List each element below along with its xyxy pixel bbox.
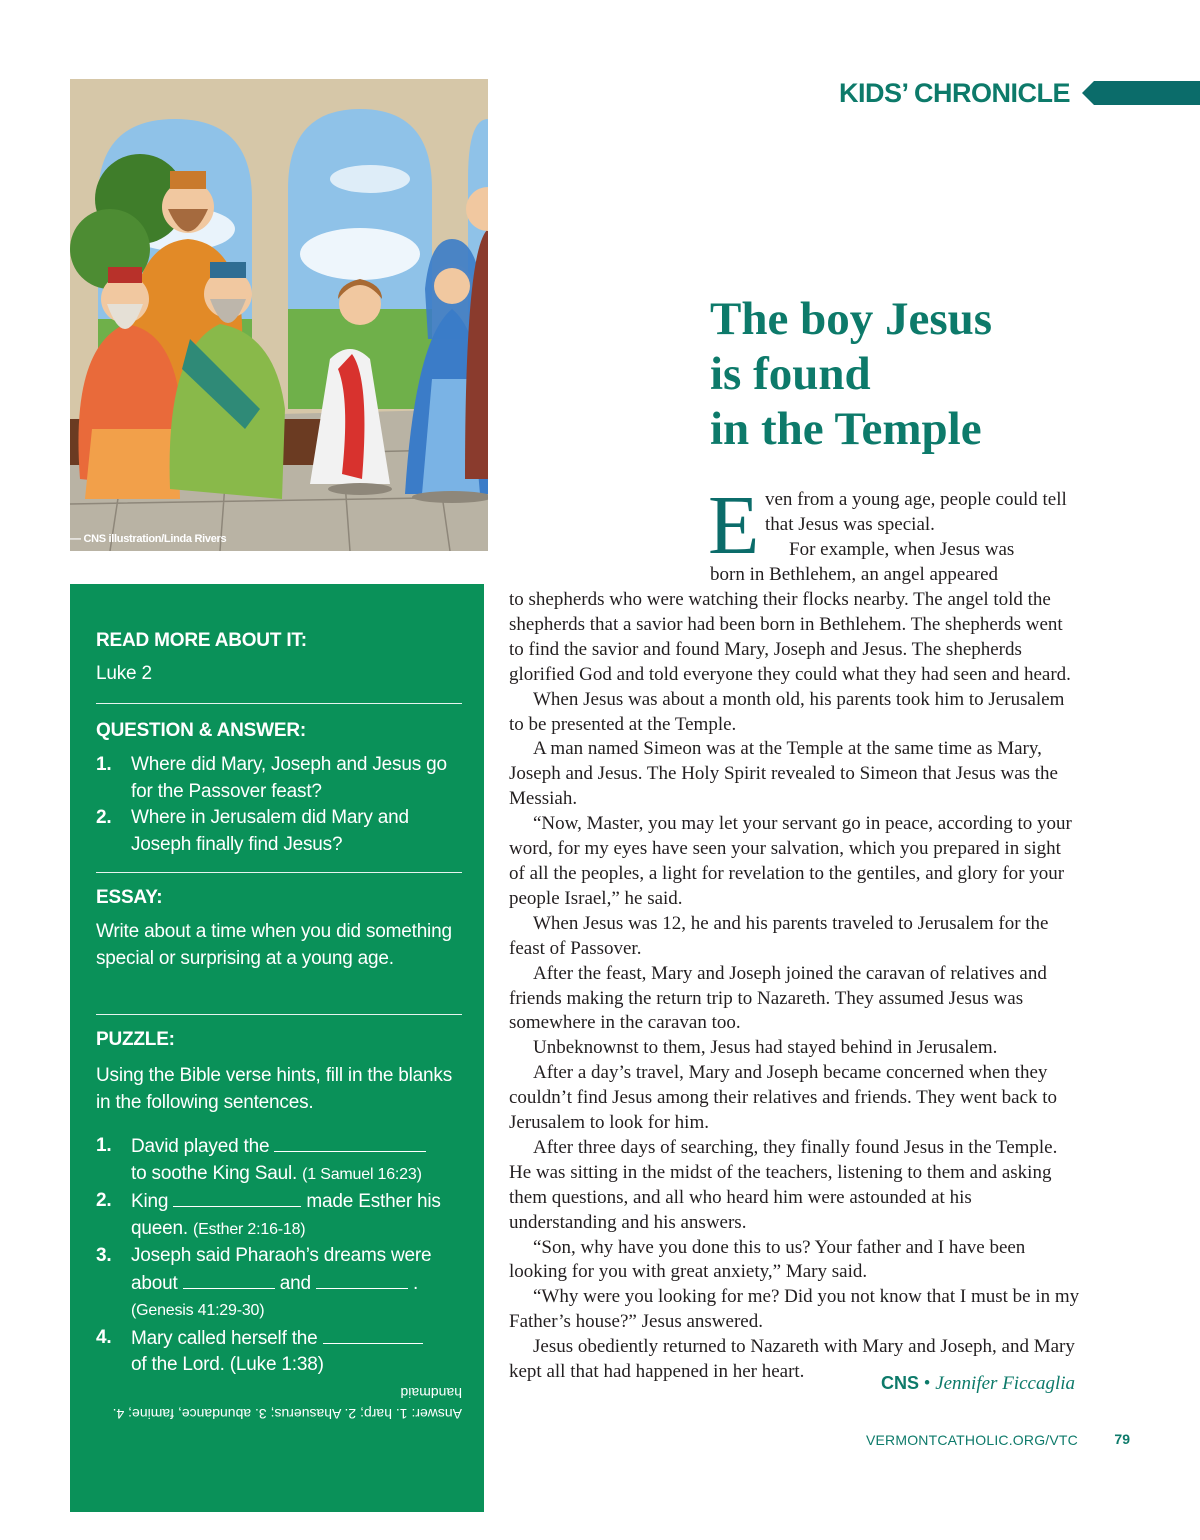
article-paragraph: When Jesus was about a month old, his parents took him to Jerusalem to be presented at the Temple. — [509, 688, 1065, 735]
article-paragraph: born in Bethlehem, an angel appeared — [710, 564, 999, 585]
item-number: 3. — [96, 1245, 112, 1266]
puzzle-text: made Esther his queen. — [131, 1191, 441, 1239]
puzzle-text: and — [279, 1272, 311, 1294]
qa-heading: QUESTION & ANSWER: — [96, 720, 306, 741]
puzzle-text: of the Lord. (Luke 1:38) — [131, 1354, 324, 1375]
qa-list — [96, 752, 462, 858]
item-number: 2. — [96, 807, 112, 828]
scripture-ref: (Genesis 41:29-30) — [131, 1302, 265, 1319]
item-number: 1. — [96, 1135, 112, 1156]
puzzle-text: Joseph said Pharaoh’s dreams were about — [131, 1245, 432, 1294]
byline — [881, 1373, 1075, 1395]
article-intro-cont — [710, 563, 1110, 588]
read-more-section — [96, 630, 462, 688]
puzzle-text: Mary called herself the — [131, 1327, 318, 1349]
essay-text: Write about a time when you did something special or surprising at a young age. — [96, 921, 452, 969]
drop-cap: E — [708, 479, 760, 572]
essay-section — [96, 887, 462, 972]
article-paragraph: to shepherds who were watching their flocks nearby. The angel told the shepherds that a savior had been born in Bethlehem. The shepherds went to find the savior and found Mary, Joseph and Jesus. The shepherds glorified God and told everyone they could what they had seen and heard. — [509, 589, 1071, 685]
puzzle-text: David played the — [131, 1136, 270, 1157]
article-paragraph: After three days of searching, they finally found Jesus in the Temple. He was sitting in the midst of the teachers, listening to them and asking them questions, and all who heard him were astounded at his understanding and his answers. — [509, 1136, 1058, 1233]
page-number: 79 — [1114, 1431, 1130, 1447]
list-item — [96, 1133, 462, 1188]
article-paragraph: “Why were you looking for me? Did you not know that I must be in my Father’s house?” Jesus answered. — [509, 1286, 1080, 1333]
read-more-heading: READ MORE ABOUT IT: — [96, 630, 307, 651]
article-paragraph: “Now, Master, you may let your servant go in peace, according to your word, for my eyes have seen your salvation, which you prepared in sight of all the peoples, a light for revelation to the gentiles, and glory for your people Israel,” he said. — [509, 813, 1072, 909]
byline-org: CNS — [881, 1373, 920, 1393]
question-text: Where in Jerusalem did Mary and Joseph finally find Jesus? — [131, 807, 409, 855]
puzzle-body — [96, 1063, 462, 1379]
puzzle-list — [96, 1133, 462, 1379]
read-more-text: Luke 2 — [96, 663, 152, 684]
list-item — [96, 805, 462, 858]
divider — [96, 1014, 462, 1015]
puzzle-text: to soothe King Saul. — [131, 1162, 298, 1184]
qa-section — [96, 720, 462, 858]
puzzle-section — [96, 1029, 462, 1051]
title-line: The boy Jesus — [710, 293, 993, 345]
article-paragraph: For example, when Jesus was — [789, 538, 1015, 560]
image-credit: — CNS illustration/Linda Rivers — [70, 533, 227, 545]
article-paragraph: Jesus obediently returned to Nazareth with Mary and Joseph, and Mary kept all that had happened in her heart. — [509, 1336, 1075, 1383]
article-paragraph: A man named Simeon was at the Temple at the same time as Mary, Joseph and Jesus. The Holy Spirit revealed to Simeon that Jesus was the Messiah. — [509, 738, 1058, 810]
item-number: 2. — [96, 1190, 112, 1211]
byline-author: Jennifer Ficcaglia — [935, 1373, 1075, 1394]
answer-blank[interactable] — [274, 1133, 426, 1152]
question-text: Where did Mary, Joseph and Jesus go for the Passover feast? — [131, 754, 447, 802]
activity-sidebar — [70, 584, 484, 1112]
item-number: 1. — [96, 754, 112, 775]
answer-blank[interactable] — [316, 1270, 408, 1289]
puzzle-heading: PUZZLE: — [96, 1029, 175, 1050]
scripture-ref: (Esther 2:16-18) — [193, 1220, 306, 1238]
answer-blank[interactable] — [323, 1325, 423, 1344]
article-paragraph: When Jesus was 12, he and his parents traveled to Jerusalem for the feast of Passover. — [509, 912, 1049, 959]
puzzle-text: King — [131, 1191, 169, 1212]
article-paragraph: After a day’s travel, Mary and Joseph became concerned when they couldn’t find Jesus among their relatives and friends. They went back to Jerusalem to look for him. — [509, 1062, 1058, 1134]
divider — [96, 872, 462, 873]
scripture-ref: (1 Samuel 16:23) — [302, 1165, 422, 1183]
puzzle-text: . — [413, 1272, 419, 1294]
answer-blank[interactable] — [183, 1270, 275, 1289]
list-item — [96, 1243, 462, 1325]
title-line: is found — [710, 348, 871, 400]
list-item — [96, 1188, 462, 1243]
list-item — [96, 752, 462, 805]
section-header — [839, 76, 1200, 110]
article-paragraph: Unbeknownst to them, Jesus had stayed behind in Jerusalem. — [533, 1037, 998, 1059]
article-title — [710, 292, 1150, 457]
article-body — [509, 588, 1081, 1385]
article-paragraph: ven from a young age, people could tell that Jesus was special. — [765, 489, 1067, 535]
article-paragraph: “Son, why have you done this to us? Your father and I have been looking for you with great anxiety,” Mary said. — [509, 1236, 1026, 1283]
upside-down-answer: Answer: 1. harp; 2. Ahasuerus; 3. abundance, famine; 4. handmaid — [112, 1385, 462, 1422]
article-paragraph: After the feast, Mary and Joseph joined the caravan of relatives and friends making the return trip to Nazareth. They assumed Jesus was somewhere in the caravan too. — [509, 962, 1047, 1034]
temple-illustration — [70, 79, 488, 551]
divider — [96, 703, 462, 704]
list-item — [96, 1325, 462, 1379]
section-label: KIDS’ CHRONICLE — [838, 77, 1070, 108]
answer-blank[interactable] — [173, 1188, 301, 1207]
puzzle-intro: Using the Bible verse hints, fill in the blanks in the following sentences. — [96, 1065, 453, 1113]
item-number: 4. — [96, 1326, 112, 1348]
section-tab-marker — [1082, 81, 1200, 105]
essay-heading: ESSAY: — [96, 887, 163, 908]
byline-separator: • — [919, 1373, 936, 1394]
footer-url[interactable]: VERMONTCATHOLIC.ORG/VTC — [865, 1432, 1078, 1448]
title-line: in the Temple — [710, 403, 982, 455]
article-intro — [765, 488, 1095, 563]
